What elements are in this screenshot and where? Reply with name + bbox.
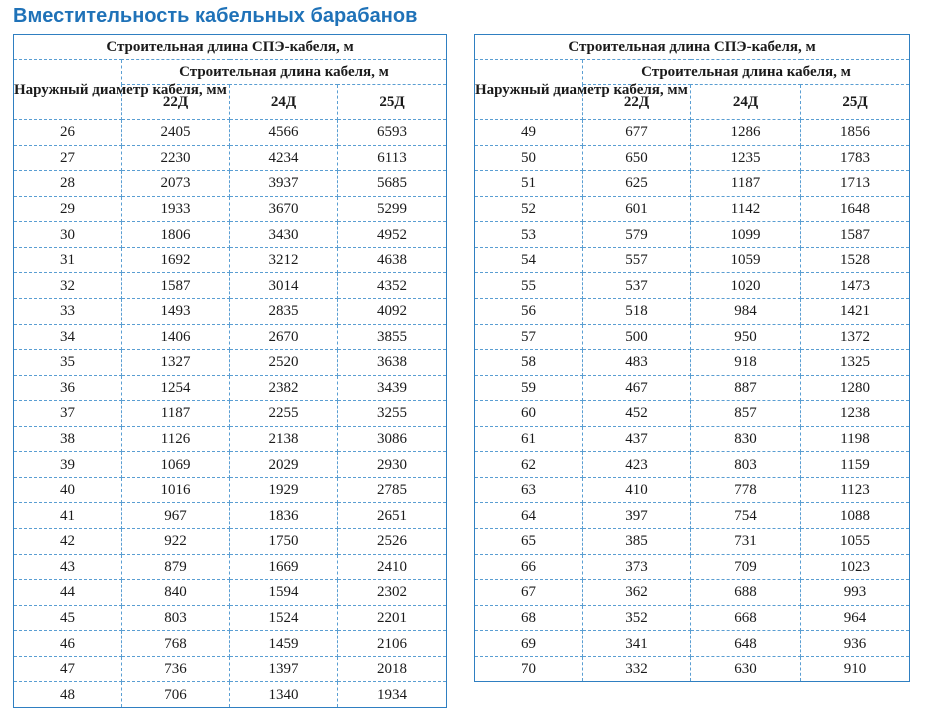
length-22d-cell: 1806 [122,222,230,248]
length-22d-cell: 601 [583,196,691,222]
table-row [14,426,447,452]
table-row [475,554,910,580]
table-row [475,350,910,376]
length-25d-cell: 1713 [801,171,910,197]
length-24d-cell: 1235 [691,145,801,171]
length-24d-cell: 2029 [230,452,338,478]
diameter-cell: 64 [475,503,583,529]
page-title: Вместительность кабельных барабанов [13,5,418,27]
length-22d-cell: 840 [122,580,230,606]
table-row [475,120,910,146]
table-body-right [475,120,910,682]
diameter-cell: 43 [14,554,122,580]
length-24d-cell: 1524 [230,605,338,631]
length-25d-cell: 3855 [338,324,447,350]
capacity-table-left [13,34,447,708]
table-row [475,222,910,248]
diameter-cell: 26 [14,120,122,146]
length-25d-cell: 1856 [801,120,910,146]
length-24d-cell: 1750 [230,529,338,555]
length-22d-cell: 1493 [122,298,230,324]
length-22d-cell: 879 [122,554,230,580]
length-22d-cell: 452 [583,401,691,427]
table-row [475,631,910,657]
length-22d-cell: 650 [583,145,691,171]
length-25d-cell: 1783 [801,145,910,171]
diameter-cell: 57 [475,324,583,350]
length-24d-cell: 1929 [230,477,338,503]
diameter-cell: 51 [475,171,583,197]
length-24d-cell: 1187 [691,171,801,197]
table-row [14,324,447,350]
length-24d-cell: 2382 [230,375,338,401]
table-row [475,247,910,273]
length-22d-cell: 397 [583,503,691,529]
diameter-cell: 45 [14,605,122,631]
length-22d-cell: 410 [583,477,691,503]
length-22d-cell: 1406 [122,324,230,350]
length-24d-cell: 1142 [691,196,801,222]
table-row [14,656,447,682]
diameter-cell: 27 [14,145,122,171]
diameter-cell: 36 [14,375,122,401]
length-25d-cell: 4092 [338,298,447,324]
length-25d-cell: 2201 [338,605,447,631]
length-25d-cell: 1055 [801,529,910,555]
length-25d-cell: 1325 [801,350,910,376]
length-25d-cell: 1023 [801,554,910,580]
length-25d-cell: 2930 [338,452,447,478]
cable-length-header: Строительная длина кабеля, м [583,60,910,85]
length-24d-cell: 2138 [230,426,338,452]
length-22d-cell: 385 [583,529,691,555]
diameter-cell: 65 [475,529,583,555]
length-25d-cell: 993 [801,580,910,606]
diameter-cell: 49 [475,120,583,146]
length-22d-cell: 1126 [122,426,230,452]
length-25d-cell: 4952 [338,222,447,248]
diameter-cell: 44 [14,580,122,606]
diameter-cell: 40 [14,477,122,503]
table-row [475,605,910,631]
length-22d-cell: 352 [583,605,691,631]
length-24d-cell: 648 [691,631,801,657]
length-22d-cell: 1933 [122,196,230,222]
length-24d-cell: 887 [691,375,801,401]
length-25d-cell: 2785 [338,477,447,503]
drum-header-22d: 22Д [583,85,691,120]
diameter-cell: 68 [475,605,583,631]
table-row [475,503,910,529]
table-main-header: Строительная длина СПЭ-кабеля, м [14,35,447,60]
drum-header-25d: 25Д [801,85,910,120]
diameter-cell: 35 [14,350,122,376]
table-row [475,324,910,350]
length-22d-cell: 332 [583,656,691,682]
diameter-cell: 41 [14,503,122,529]
table-row [14,554,447,580]
diameter-cell: 33 [14,298,122,324]
length-24d-cell: 3430 [230,222,338,248]
table-row [14,145,447,171]
length-24d-cell: 3212 [230,247,338,273]
table-row [475,298,910,324]
length-24d-cell: 3937 [230,171,338,197]
length-25d-cell: 2651 [338,503,447,529]
length-24d-cell: 2835 [230,298,338,324]
table-row [14,298,447,324]
diameter-header: Наружный диаметр кабеля, мм [14,60,122,120]
table-row [14,401,447,427]
length-22d-cell: 706 [122,682,230,708]
length-25d-cell: 1280 [801,375,910,401]
table-row [475,196,910,222]
length-25d-cell: 4638 [338,247,447,273]
length-24d-cell: 1020 [691,273,801,299]
table-row [475,656,910,682]
table-row [14,222,447,248]
diameter-cell: 28 [14,171,122,197]
length-22d-cell: 1692 [122,247,230,273]
diameter-cell: 55 [475,273,583,299]
length-24d-cell: 857 [691,401,801,427]
length-25d-cell: 1473 [801,273,910,299]
length-24d-cell: 1286 [691,120,801,146]
table-row [14,120,447,146]
diameter-cell: 32 [14,273,122,299]
table-row [14,682,447,708]
length-24d-cell: 918 [691,350,801,376]
length-24d-cell: 2670 [230,324,338,350]
diameter-cell: 31 [14,247,122,273]
length-25d-cell: 6113 [338,145,447,171]
length-25d-cell: 3439 [338,375,447,401]
length-22d-cell: 557 [583,247,691,273]
diameter-cell: 50 [475,145,583,171]
diameter-cell: 66 [475,554,583,580]
diameter-cell: 61 [475,426,583,452]
length-24d-cell: 950 [691,324,801,350]
table-row [14,350,447,376]
length-24d-cell: 1340 [230,682,338,708]
table-row [475,375,910,401]
length-25d-cell: 5685 [338,171,447,197]
length-25d-cell: 1198 [801,426,910,452]
table-row [475,580,910,606]
length-25d-cell: 1648 [801,196,910,222]
length-25d-cell: 5299 [338,196,447,222]
length-25d-cell: 936 [801,631,910,657]
length-22d-cell: 537 [583,273,691,299]
length-22d-cell: 341 [583,631,691,657]
length-22d-cell: 483 [583,350,691,376]
drum-header-24d: 24Д [691,85,801,120]
diameter-cell: 69 [475,631,583,657]
table-body-left [14,120,447,708]
length-22d-cell: 1254 [122,375,230,401]
length-22d-cell: 500 [583,324,691,350]
drum-header-24d: 24Д [230,85,338,120]
length-22d-cell: 768 [122,631,230,657]
length-24d-cell: 731 [691,529,801,555]
length-25d-cell: 964 [801,605,910,631]
diameter-cell: 54 [475,247,583,273]
drum-header-22d: 22Д [122,85,230,120]
length-24d-cell: 778 [691,477,801,503]
length-22d-cell: 437 [583,426,691,452]
length-22d-cell: 803 [122,605,230,631]
diameter-header: Наружный диаметр кабеля, мм [475,60,583,120]
diameter-cell: 38 [14,426,122,452]
diameter-cell: 30 [14,222,122,248]
length-24d-cell: 754 [691,503,801,529]
length-25d-cell: 910 [801,656,910,682]
table-row [14,605,447,631]
diameter-cell: 29 [14,196,122,222]
diameter-cell: 70 [475,656,583,682]
length-25d-cell: 1159 [801,452,910,478]
table-row [475,426,910,452]
length-22d-cell: 362 [583,580,691,606]
drum-header-25d: 25Д [338,85,447,120]
length-22d-cell: 1327 [122,350,230,376]
length-24d-cell: 688 [691,580,801,606]
length-25d-cell: 3638 [338,350,447,376]
length-24d-cell: 1099 [691,222,801,248]
length-24d-cell: 2255 [230,401,338,427]
length-22d-cell: 1069 [122,452,230,478]
length-25d-cell: 2526 [338,529,447,555]
length-24d-cell: 3670 [230,196,338,222]
diameter-cell: 47 [14,656,122,682]
length-25d-cell: 3255 [338,401,447,427]
diameter-cell: 46 [14,631,122,657]
length-24d-cell: 1459 [230,631,338,657]
length-22d-cell: 1187 [122,401,230,427]
length-22d-cell: 373 [583,554,691,580]
table-row [14,171,447,197]
cable-length-header: Строительная длина кабеля, м [122,60,447,85]
length-25d-cell: 1587 [801,222,910,248]
length-25d-cell: 4352 [338,273,447,299]
diameter-cell: 48 [14,682,122,708]
length-25d-cell: 6593 [338,120,447,146]
length-24d-cell: 1836 [230,503,338,529]
length-22d-cell: 2405 [122,120,230,146]
length-24d-cell: 830 [691,426,801,452]
length-24d-cell: 630 [691,656,801,682]
length-22d-cell: 423 [583,452,691,478]
diameter-cell: 37 [14,401,122,427]
length-25d-cell: 3086 [338,426,447,452]
diameter-cell: 63 [475,477,583,503]
length-22d-cell: 467 [583,375,691,401]
diameter-cell: 60 [475,401,583,427]
table-row [14,196,447,222]
length-22d-cell: 736 [122,656,230,682]
length-22d-cell: 1016 [122,477,230,503]
length-24d-cell: 1397 [230,656,338,682]
capacity-table-right [474,34,910,682]
length-22d-cell: 2073 [122,171,230,197]
length-25d-cell: 2106 [338,631,447,657]
table-row [475,171,910,197]
table-row [14,529,447,555]
table-row [475,145,910,171]
length-22d-cell: 625 [583,171,691,197]
length-25d-cell: 1372 [801,324,910,350]
table-row [14,477,447,503]
length-25d-cell: 1088 [801,503,910,529]
length-24d-cell: 1594 [230,580,338,606]
table-row [14,375,447,401]
length-25d-cell: 2018 [338,656,447,682]
length-22d-cell: 967 [122,503,230,529]
length-24d-cell: 4566 [230,120,338,146]
length-24d-cell: 1669 [230,554,338,580]
diameter-cell: 39 [14,452,122,478]
length-25d-cell: 1238 [801,401,910,427]
length-24d-cell: 709 [691,554,801,580]
table-row [475,401,910,427]
length-24d-cell: 1059 [691,247,801,273]
diameter-cell: 52 [475,196,583,222]
table-row [14,503,447,529]
length-22d-cell: 1587 [122,273,230,299]
table-row [14,452,447,478]
diameter-cell: 59 [475,375,583,401]
length-22d-cell: 2230 [122,145,230,171]
table-row [14,580,447,606]
diameter-cell: 42 [14,529,122,555]
diameter-cell: 56 [475,298,583,324]
length-24d-cell: 984 [691,298,801,324]
diameter-cell: 53 [475,222,583,248]
table-row [475,273,910,299]
table-row [475,477,910,503]
length-22d-cell: 518 [583,298,691,324]
table-row [475,529,910,555]
table-row [14,273,447,299]
diameter-cell: 58 [475,350,583,376]
length-25d-cell: 2302 [338,580,447,606]
length-25d-cell: 1934 [338,682,447,708]
length-22d-cell: 579 [583,222,691,248]
length-24d-cell: 4234 [230,145,338,171]
length-25d-cell: 1528 [801,247,910,273]
table-row [14,247,447,273]
length-25d-cell: 2410 [338,554,447,580]
length-22d-cell: 677 [583,120,691,146]
table-row [475,452,910,478]
length-25d-cell: 1421 [801,298,910,324]
table-main-header: Строительная длина СПЭ-кабеля, м [475,35,910,60]
diameter-cell: 62 [475,452,583,478]
length-24d-cell: 2520 [230,350,338,376]
length-24d-cell: 668 [691,605,801,631]
diameter-cell: 34 [14,324,122,350]
length-25d-cell: 1123 [801,477,910,503]
length-24d-cell: 803 [691,452,801,478]
length-24d-cell: 3014 [230,273,338,299]
table-row [14,631,447,657]
length-22d-cell: 922 [122,529,230,555]
diameter-cell: 67 [475,580,583,606]
